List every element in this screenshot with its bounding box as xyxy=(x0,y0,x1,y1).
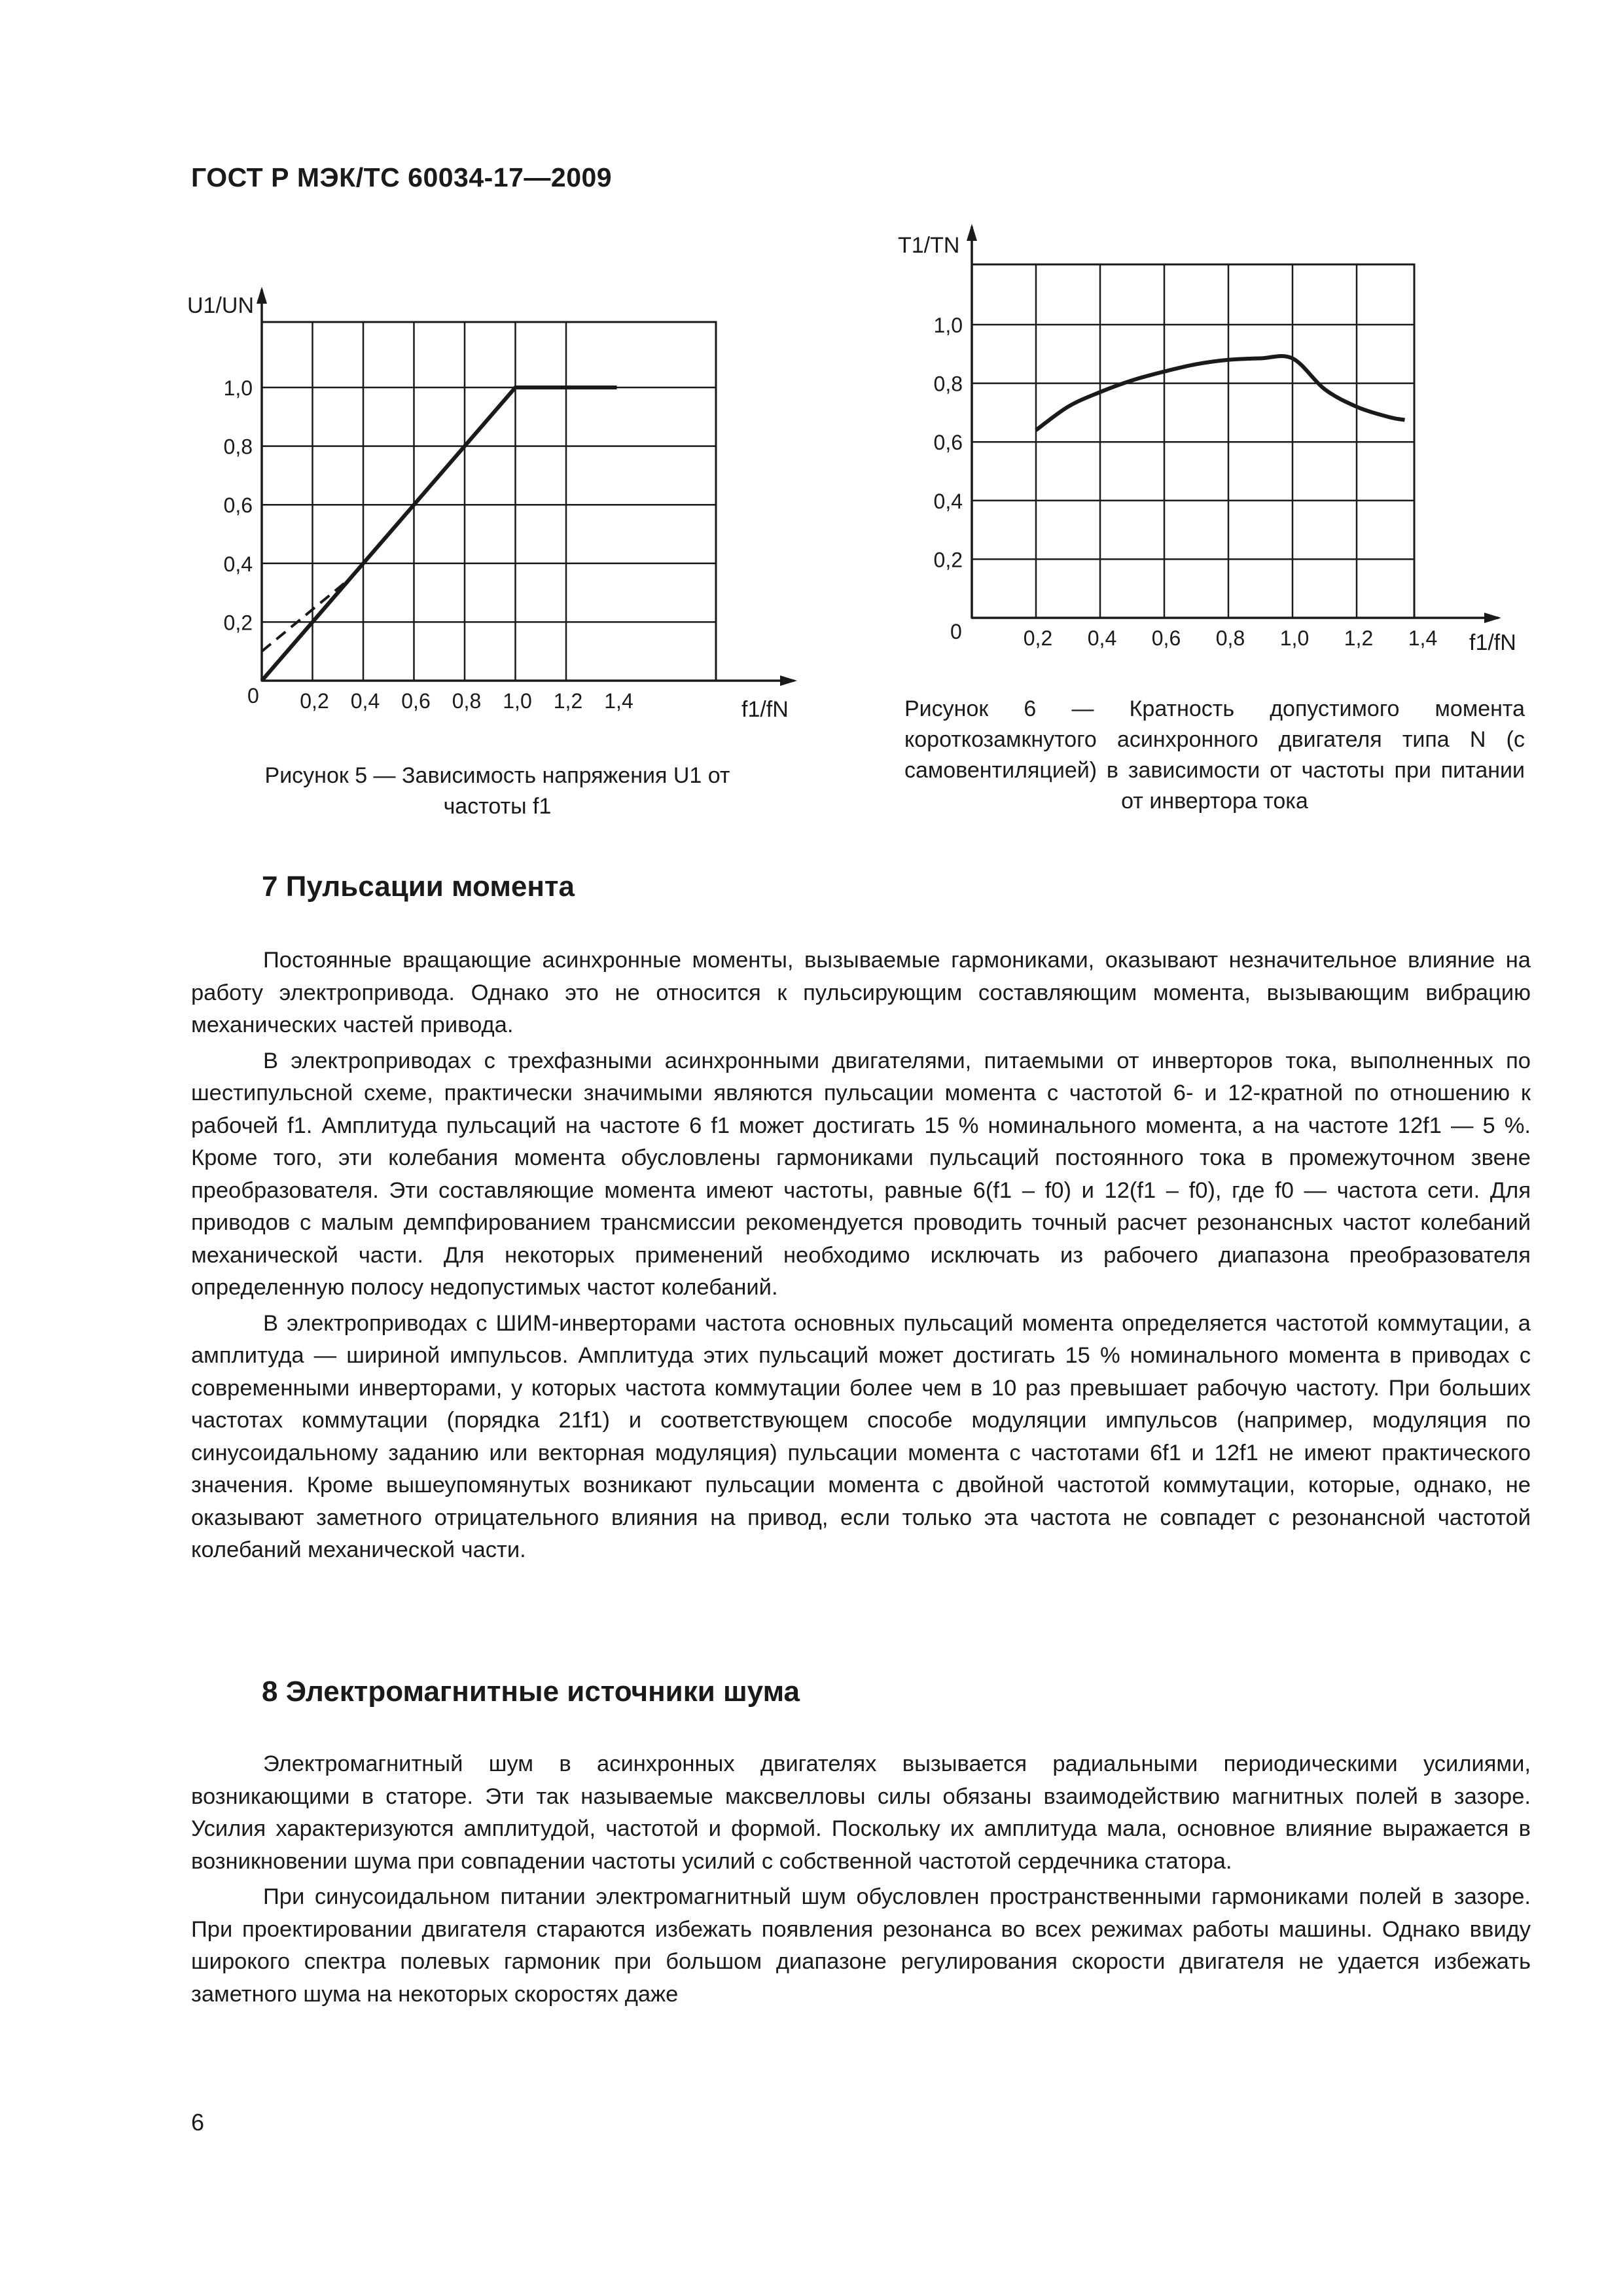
fig5-y-tick-label: 0,2 xyxy=(223,611,253,635)
fig5-y-tick-label: 1,0 xyxy=(223,376,253,400)
fig5-x-tick-label: 0,2 xyxy=(300,689,329,713)
figure-5-y-ticks xyxy=(224,376,253,634)
figure-5-x-ticks xyxy=(300,689,633,713)
figure-5-grid xyxy=(257,287,797,686)
fig6-x-tick-label: 1,2 xyxy=(1344,626,1374,650)
figure-6-x-ticks xyxy=(1024,626,1437,650)
fig5-y-tick-label: 0,8 xyxy=(223,435,253,459)
section-7-paragraph: Постоянные вращающие асинхронные моменты, вызываемые гармониками, оказывают незначительное влияние на работу электропривода. Однако это не относится к пульсирующим составляющим момента, вызывающим вибрацию механических частей привода. xyxy=(191,948,1531,1037)
fig6-x-arrow xyxy=(1484,613,1501,623)
section-8-paragraph: Электромагнитный шум в асинхронных двигателях вызывается радиальными периодическими усилиями, возникающими в статоре. Эти так называемые максвелловы силы обязаны взаимодействию магнитных полей в зазоре. Усилия характеризуются амплитудой, частотой и формой. Поскольку их амплитуда мала, основное влияние выражается в возникновении шума при совпадении частоты усилий с собственной частотой сердечника статора. xyxy=(191,1751,1531,1874)
section-7-heading: 7 Пульсации момента xyxy=(262,870,575,903)
fig5-series-line-solid xyxy=(262,387,617,681)
fig6-y-tick-label: 0,8 xyxy=(933,372,963,396)
figure-5-series xyxy=(262,387,617,681)
fig5-y-tick-label: 0,4 xyxy=(223,552,253,576)
fig5-y-tick-label: 0,6 xyxy=(223,493,253,518)
fig5-x-tick-label: 0,6 xyxy=(401,689,431,713)
section-7-paragraph: В электроприводах с трехфазными асинхронными двигателями, питаемыми от инверторов тока, выполненных по шестипульсной схеме, практически значимыми являются пульсации момента с частотой 6- и 12-кратной по отношению к рабочей f1. Амплитуда пульсаций на частоте 6 f1 может достигать 15 % номинального момента, а на частоте 12f1 — 5 %. Кроме того, эти колебания момента обусловлены гармониками пульсаций постоянного тока в промежуточном звене преобразователя. Эти составляющие момента имеют частоты, равные 6(f1 – f0) и 12(f1 – f0), где f0 — частота сети. Для приводов с малым демпфированием трансмиссии рекомендуется проводить точный расчет резонансных частот колебаний механической части. Для некоторых применений необходимо исключать из рабочего диапазона преобразователя определенную полосу недопустимых частот колебаний. xyxy=(191,1048,1531,1300)
fig6-y-arrow xyxy=(967,224,977,241)
fig6-y-tick-label: 0,4 xyxy=(933,489,963,513)
section-8-body xyxy=(191,1748,1531,2014)
figure-6-chart xyxy=(898,224,1516,655)
fig6-x-tick-label: 0,8 xyxy=(1215,626,1245,650)
figure-5-chart xyxy=(187,287,797,722)
fig5-x-tick-label: 0,4 xyxy=(350,689,380,713)
fig5-x-arrow xyxy=(780,675,797,686)
section-7-paragraph: В электроприводах с ШИМ-инверторами частота основных пульсаций момента определяется частотой коммутации, а амплитуда — шириной импульсов. Амплитуда этих пульсаций может достигать 15 % номинального момента в приводах с современными инверторами, у которых частота коммутации более чем в 10 раз превышает рабочую частоту. При больших частотах коммутации (порядка 21f1) и соответствующем способе модуляции импульсов (например, модуляция по синусоидальному заданию или векторная модуляция) пульсации момента с частотами 6f1 и 12f1 не имеют практического значения. Кроме вышеупомянутых возникают пульсации момента с двойной частотой коммутации, которые, однако, не оказывают заметного отрицательного влияния на привод, если только эта частота не совпадет с резонансной частотой колебаний механической части. xyxy=(191,1310,1531,1562)
fig6-x-tick-label: 0,6 xyxy=(1151,626,1181,650)
fig5-y-arrow xyxy=(257,287,267,304)
figure-5-x-axis-label: f1/fN xyxy=(741,697,789,722)
document-header: ГОСТ Р МЭК/ТС 60034-17—2009 xyxy=(191,162,613,192)
fig6-y-tick-label: 0,6 xyxy=(933,431,963,455)
section-8-heading: 8 Электромагнитные источники шума xyxy=(262,1676,800,1708)
fig6-series-line-solid xyxy=(1036,356,1405,430)
fig5-grid-frame xyxy=(262,322,716,681)
fig6-x-tick-label: 0,4 xyxy=(1087,626,1117,650)
figure-6-caption: Рисунок 6 — Кратность допустимого момента короткозамкнутого асинхронного двигателя типа N (с самовентиляцией) в зависимости от частоты при питании от инвертора тока xyxy=(904,696,1525,814)
fig5-x-tick-label: 0,8 xyxy=(452,689,482,713)
page-number: 6 xyxy=(191,2109,205,2136)
figure-5-y-axis-label: U1/UN xyxy=(187,293,255,318)
figure-6-x-axis-label: f1/fN xyxy=(1469,630,1516,655)
fig6-x-tick-label: 1,0 xyxy=(1279,626,1310,650)
fig6-x-tick-label: 1,4 xyxy=(1408,626,1438,650)
fig5-series-line-dashed xyxy=(262,578,351,651)
section-8-paragraph: При синусоидальном питании электромагнитный шум обусловлен пространственными гармониками полей в зазоре. При проектировании двигателя стараются избежать появления резонанса во всех режимах работы машины. Однако ввиду широкого спектра полевых гармоник при большом диапазоне регулирования скорости двигателя не удается избежать заметного шума на некоторых скоростях даже xyxy=(191,1884,1531,2007)
fig6-y-tick-label: 0,2 xyxy=(933,548,963,572)
section-7-body xyxy=(191,944,1531,1570)
figure-6-y-ticks xyxy=(934,314,963,571)
figure-5-caption: Рисунок 5 — Зависимость напряжения U1 от частоты f1 xyxy=(264,763,730,819)
fig5-x-tick-label: 1,0 xyxy=(503,689,532,713)
figure-6-origin-label: 0 xyxy=(950,620,962,643)
fig5-x-tick-label: 1,4 xyxy=(604,689,633,713)
figure-5-origin-label: 0 xyxy=(247,684,259,708)
fig6-x-tick-label: 0,2 xyxy=(1023,626,1053,650)
figure-6-series xyxy=(1036,356,1405,430)
fig6-y-tick-label: 1,0 xyxy=(933,314,963,337)
figure-6-y-axis-label: T1/TN xyxy=(898,233,960,258)
fig5-x-tick-label: 1,2 xyxy=(553,689,583,713)
